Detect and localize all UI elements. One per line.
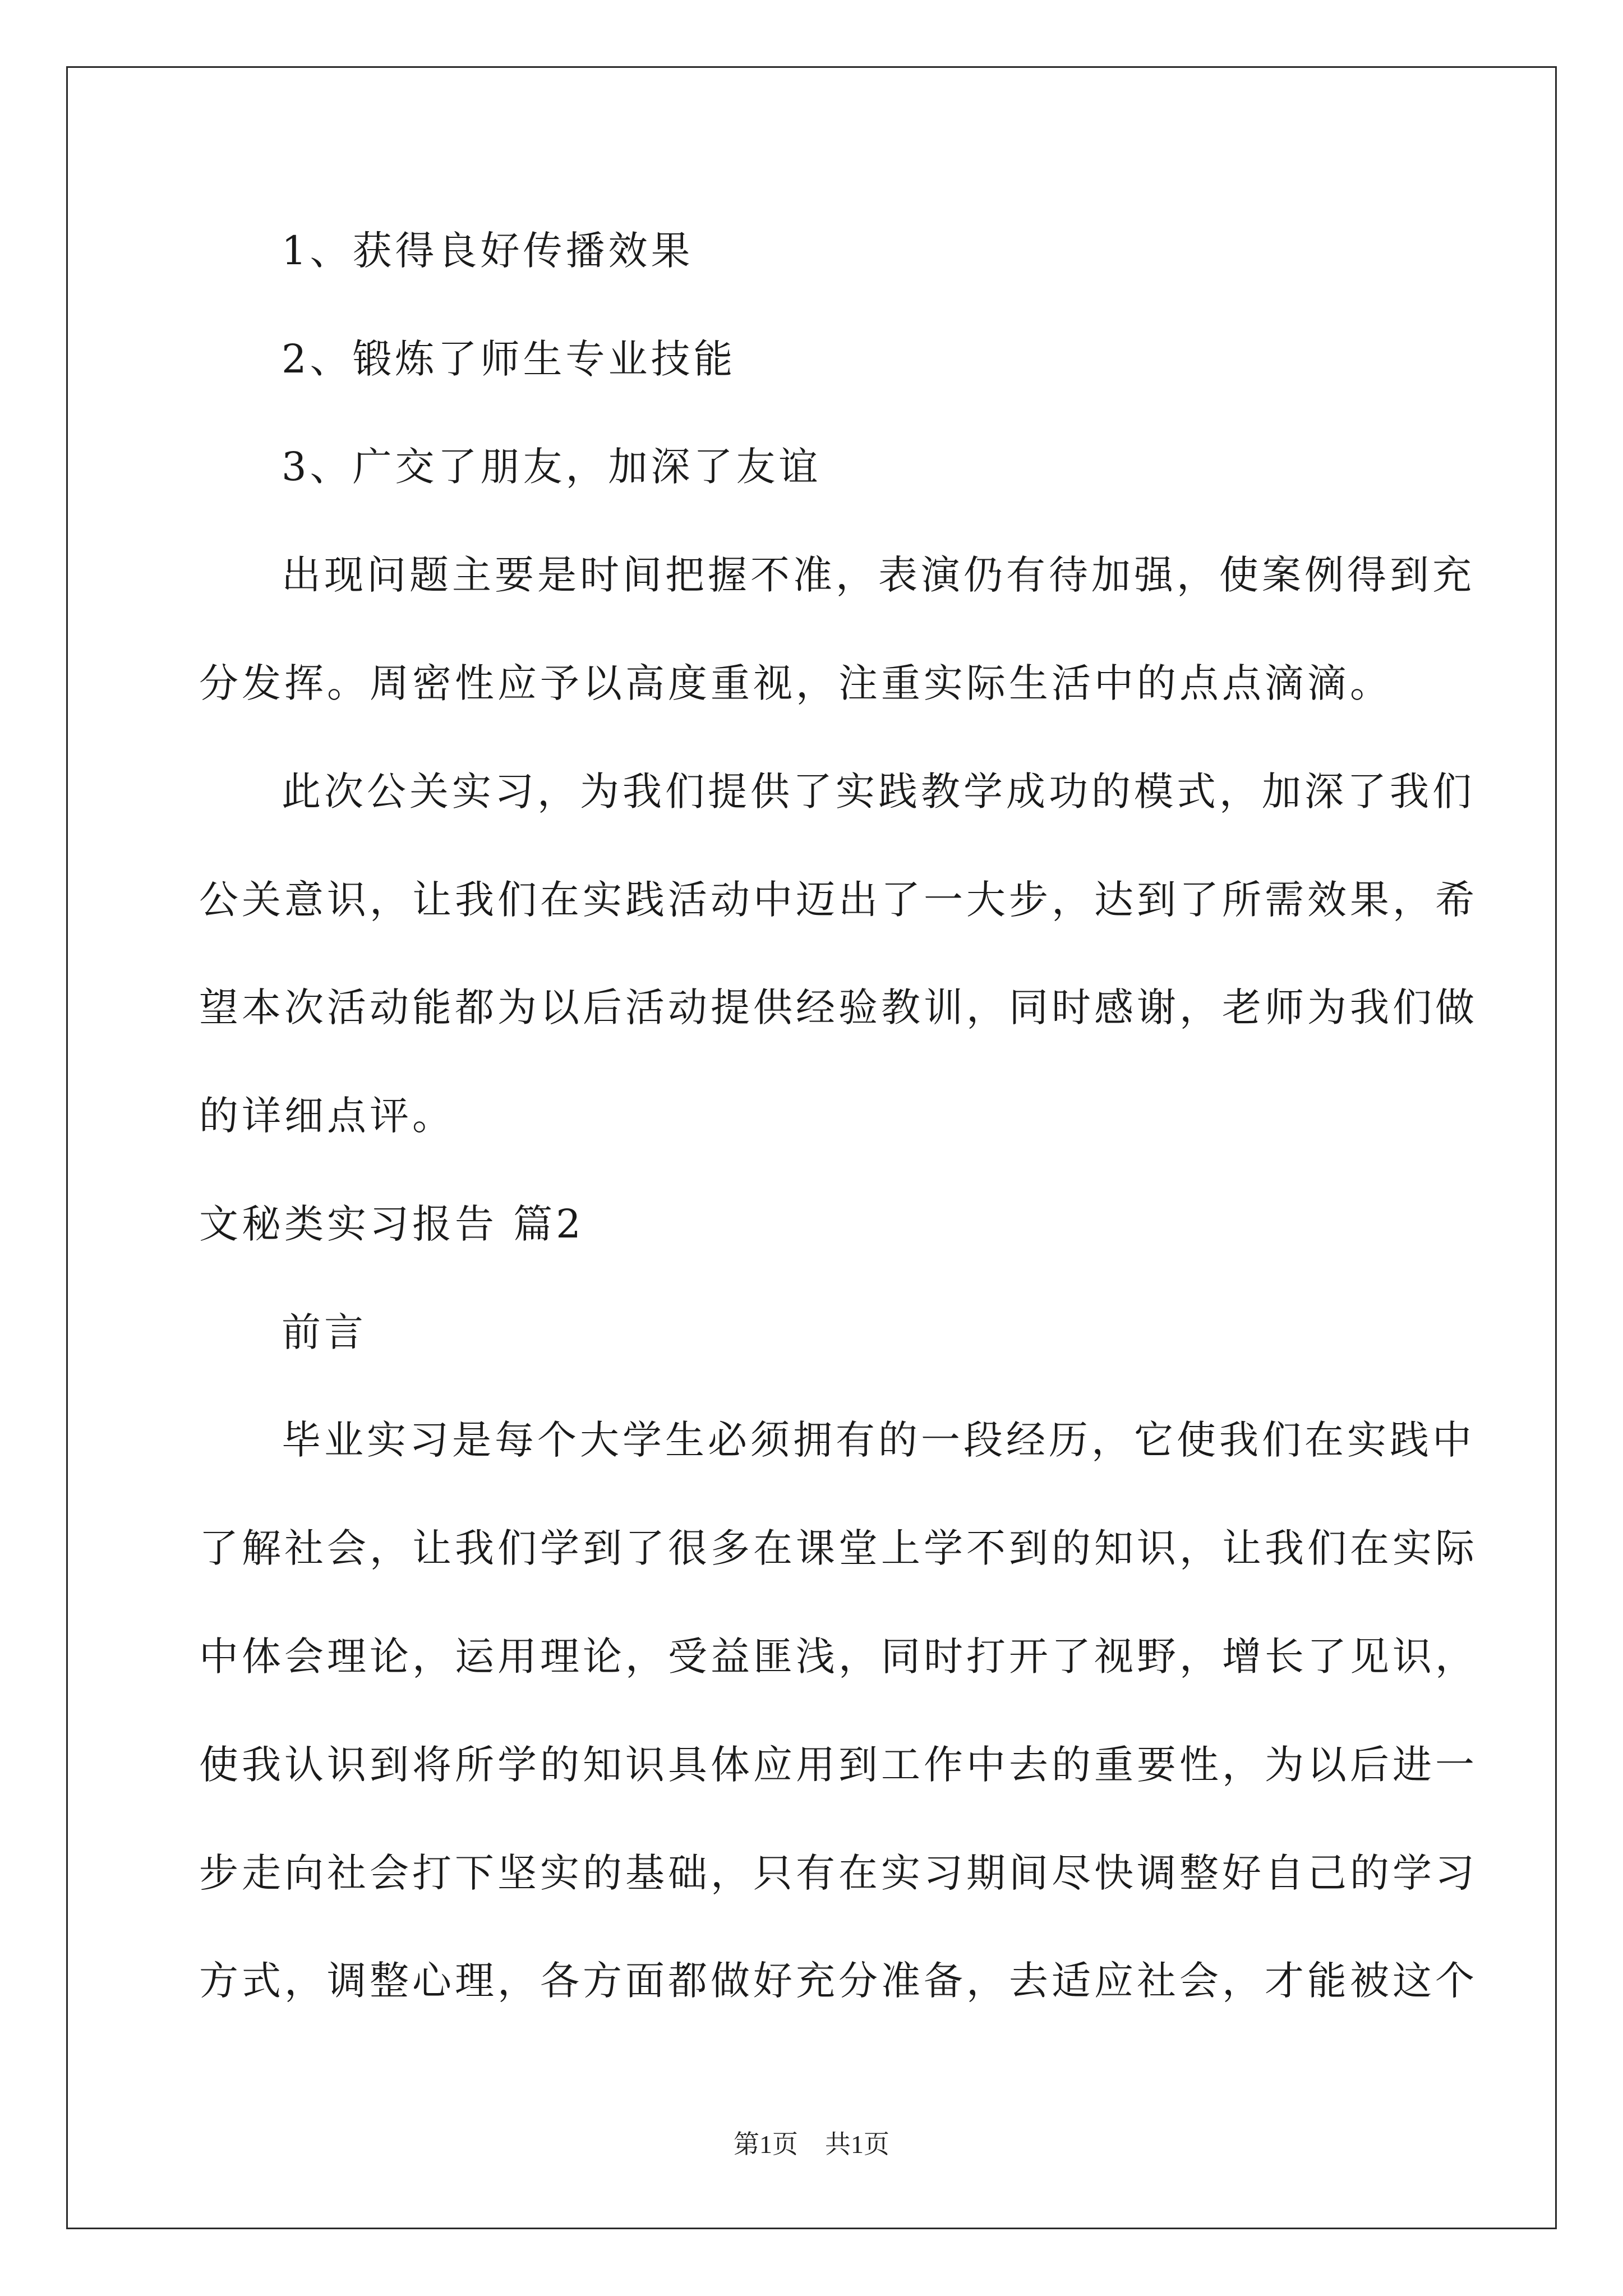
paragraph-line: 步走向社会打下坚实的基础，只有在实习期间尽快调整好自己的学习 (199, 1850, 1478, 1896)
page-total: 共1页 (825, 2130, 889, 2159)
paragraph-line: 方式，调整心理，各方面都做好充分准备，去适应社会，才能被这个 (199, 1958, 1478, 2004)
paragraph-line: 此次公关实习，为我们提供了实践教学成功的模式，加深了我们 (282, 769, 1475, 815)
paragraph-line: 毕业实习是每个大学生必须拥有的一段经历，它使我们在实践中 (282, 1417, 1475, 1463)
list-item: 1、获得良好传播效果 (282, 228, 694, 274)
paragraph-line: 使我认识到将所学的知识具体应用到工作中去的重要性，为以后进一 (199, 1742, 1478, 1788)
subsection-heading: 前言 (282, 1309, 367, 1355)
paragraph-line: 中体会理论，运用理论，受益匪浅，同时打开了视野，增长了见识， (199, 1634, 1478, 1680)
paragraph-line: 公关意识，让我们在实践活动中迈出了一大步，达到了所需效果，希 (199, 877, 1478, 923)
list-item: 2、锻炼了师生专业技能 (282, 336, 736, 382)
paragraph-line: 望本次活动能都为以后活动提供经验教训，同时感谢，老师为我们做 (199, 984, 1478, 1030)
page-footer (0, 2132, 1623, 2157)
page-number: 第1页 (734, 2130, 798, 2159)
paragraph-line: 了解社会，让我们学到了很多在课堂上学不到的知识，让我们在实际 (199, 1525, 1478, 1571)
page-border (66, 66, 1557, 2229)
paragraph-line: 分发挥。周密性应予以高度重视，注重实际生活中的点点滴滴。 (199, 660, 1393, 706)
section-heading: 文秘类实习报告 篇2 (199, 1201, 584, 1247)
paragraph-line: 的详细点评。 (199, 1093, 455, 1139)
paragraph-line: 出现问题主要是时间把握不准，表演仍有待加强，使案例得到充 (282, 552, 1475, 598)
list-item: 3、广交了朋友，加深了友谊 (282, 444, 822, 490)
